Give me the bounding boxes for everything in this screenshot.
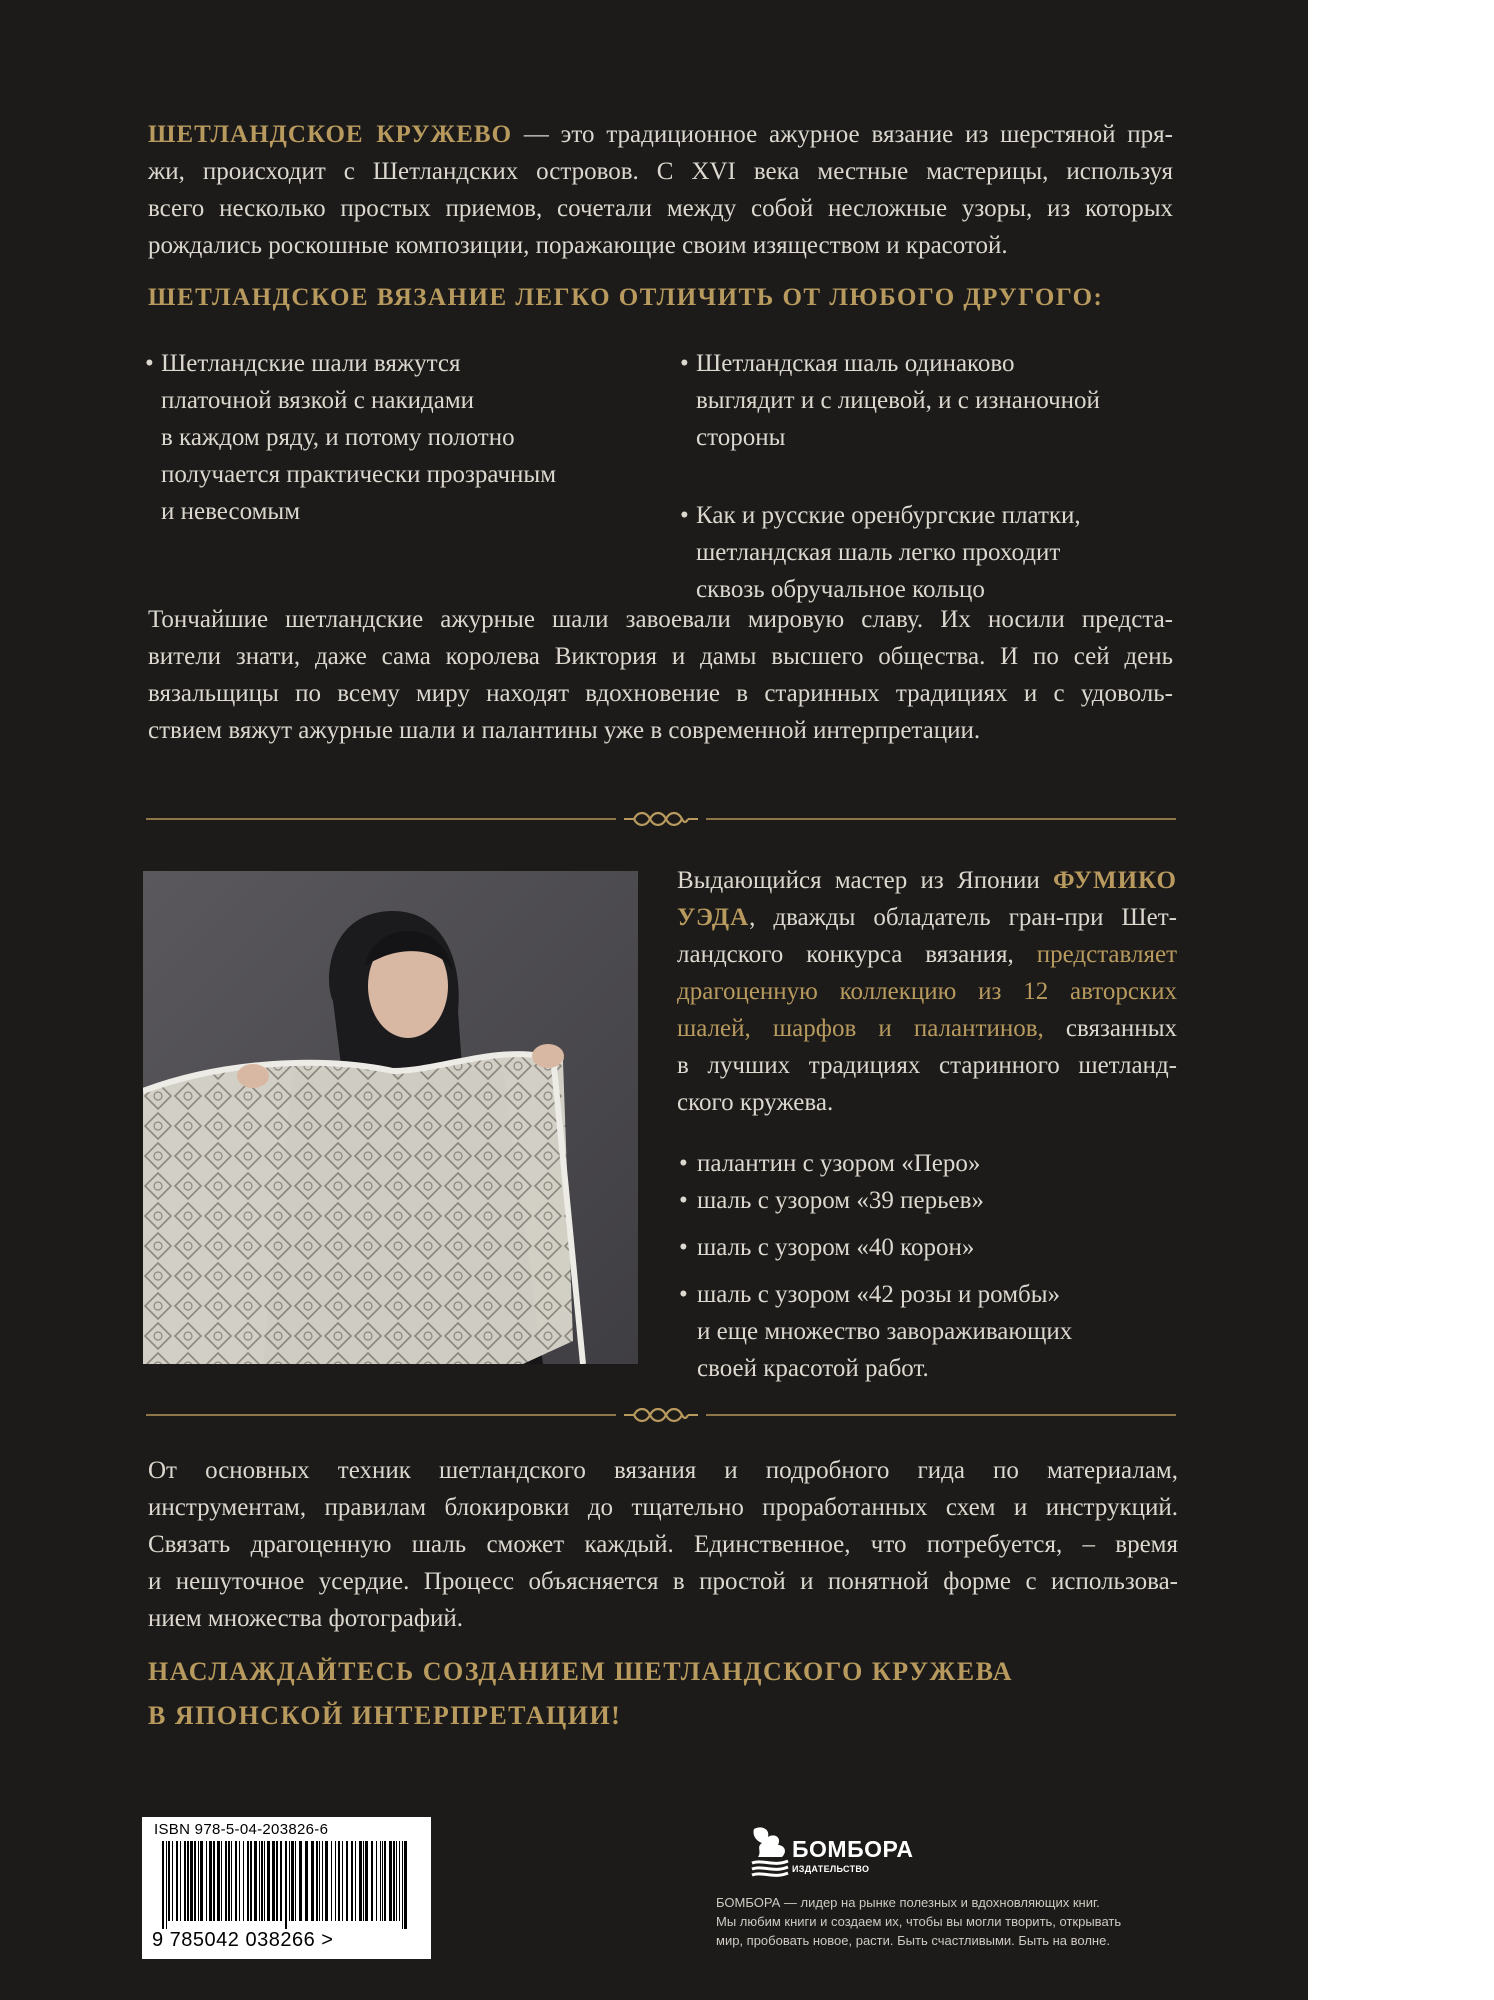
barcode-bar [322,1841,323,1921]
barcode-bar [363,1841,364,1921]
feature-item-reversible: • Шетландская шаль одинаково выглядит и с лицевой, и с изнаночной стороны [682,345,1182,456]
intro-line-3: всего несколько простых приемов, сочетали между собой несложные узоры, из которых [148,195,1173,222]
barcode-bar [172,1841,173,1921]
list-item: • шаль с узором «40 корон» [679,1229,1189,1266]
barcode-bar [228,1841,230,1921]
barcode-bar [235,1841,237,1921]
barcode-bar [346,1841,348,1921]
barcode-bar [247,1841,249,1921]
page-edge [1308,0,1494,2000]
barcode-bar [393,1841,395,1921]
intro-line-1: — это традиционное ажурное вязание из шерстяной пря- [512,121,1173,148]
barcode-bar [371,1841,373,1921]
barcode-bar [198,1841,199,1921]
barcode-bar [200,1841,203,1921]
barcode-bar [190,1841,193,1921]
barcode-bar [250,1841,252,1921]
feature-item-ring: • Как и русские оренбургские платки, шетландская шаль легко проходит сквозь обручальное кольцо [682,497,1182,608]
barcode-bar [225,1841,227,1921]
barcode-bar [380,1841,381,1921]
barcode-bar [217,1841,220,1921]
barcode-bar [404,1841,407,1929]
barcode-bar [355,1841,356,1921]
barcode-bar [365,1841,368,1921]
barcode-bar [264,1841,265,1921]
barcode-digits: 9 785042 038266 > [152,1929,334,1951]
barcode-bar [291,1841,294,1921]
barcode-bar [389,1841,392,1921]
barcode [162,1841,412,1929]
barcode-bar [221,1841,222,1921]
isbn-label: ISBN 978-5-04-203826-6 [154,1821,329,1838]
features-heading: ШЕТЛАНДСКОЕ ВЯЗАНИЕ ЛЕГКО ОТЛИЧИТЬ ОТ ЛЮБОГО ДРУГОГО: [148,284,1104,311]
barcode-bar [299,1841,302,1921]
barcode-bar [316,1841,318,1921]
barcode-bar [176,1841,178,1921]
publisher-sub: ИЗДАТЕЛЬСТВО [792,1864,870,1874]
closing-tagline: НАСЛАЖДАЙТЕСЬ СОЗДАНИЕМ ШЕТЛАНДСКОГО КРУЖЕВА В ЯПОНСКОЙ ИНТЕРПРЕТАЦИИ! [148,1657,1014,1730]
list-item: • шаль с узором «42 розы и ромбы» и еще множество завораживающих своей красотой работ. [679,1276,1189,1387]
barcode-bar [254,1841,257,1921]
barcode-bar [311,1841,314,1921]
features-right-column [682,345,1182,608]
barcode-bar [359,1841,362,1921]
barcode-bar [384,1841,386,1921]
barcode-bar [162,1841,164,1929]
barcode-bar [261,1841,263,1921]
history-paragraph: Тончайшие шетландские ажурные шали завоевали мировую славу. Их носили предста- вители знати, даже сама королева Виктория и дамы высшего общества. И по сей день вязальщицы по всему миру находят вдохновение в старинных традициях и с удоволь- ствием вяжут ажурные шали и палантины уже в современной интерпретации. [148,606,1173,744]
barcode-bar [213,1841,215,1921]
feature-item-transparent: • Шетландские шали вяжутся платочной вязкой с накидами в каждом ряду, и потому полотно получается практически прозрачным и невесомым [147,345,647,530]
barcode-bar [209,1841,212,1921]
intro-line-4: рождались роскошные композиции, поражающие своим изяществом и красотой. [148,232,1008,259]
collection-list [679,1145,1189,1395]
barcode-bar [272,1841,275,1921]
author-name-last: УЭДА [677,904,750,931]
barcode-bar [402,1841,403,1929]
ornament-divider-bottom [146,1404,1176,1426]
knot-ornament-icon [620,1404,702,1426]
barcode-bar [187,1841,189,1921]
barcode-bar [325,1841,328,1921]
isbn-barcode-box [142,1817,431,1959]
barcode-bar [267,1841,270,1921]
knot-ornament-icon [620,808,702,830]
barcode-bar [259,1841,260,1921]
barcode-bar [289,1841,290,1921]
barcode-bar [331,1841,332,1921]
barcode-bar [396,1841,397,1921]
barcode-bar [276,1841,278,1921]
barcode-bar [285,1841,287,1929]
barcode-bar [184,1841,186,1921]
barcode-bar [194,1841,196,1921]
intro-paragraph [148,116,1173,264]
barcode-bar [399,1841,400,1921]
list-item: • палантин с узором «Перо» [679,1145,1189,1182]
intro-lead: ШЕТЛАНДСКОЕ КРУЖЕВО [148,121,513,148]
barcode-bar [280,1841,282,1921]
barcode-bar [168,1841,170,1921]
author-name-first: ФУМИКО [1053,867,1177,894]
author-paragraph: Выдающийся мастер из Японии ФУМИКО УЭДА, дважды обладатель гран-при Шет- ландского конкурса вязания, представляет драгоценную коллекцию из 12 авторских шалей, шарфов и палантинов, связанных в лучших традициях старинного шетланд- ского кружева. [677,867,1177,1116]
publisher-blurb: БОМБОРА — лидер на рынке полезных и вдохновляющих книг. Мы любим книги и создаем их, чтобы вы могли творить, открывать мир, пробовать новое, расти. Быть счастливыми. Быть на волне. [716,1895,1122,1948]
list-item: • шаль с узором «39 перьев» [679,1182,1189,1219]
barcode-bar [342,1841,343,1921]
barcode-bar [376,1841,377,1921]
intro-line-2: жи, происходит с Шетландских островов. С XVI века местные мастерицы, используя [148,158,1173,185]
guide-paragraph: От основных техник шетландского вязания и подробного гида по материалам, инструментам, правилам блокировки до тщательно проработанных схем и инструкций. Связать драгоценную шаль сможет каждый. Единственное, что потребуется, – время и нешуточное усердие. Процесс объясняется в простой и понятной форме с использова- нием множества фотографий. [148,1457,1178,1632]
ornament-divider-top [146,808,1176,830]
barcode-bar [319,1841,320,1921]
barcode-bar [206,1841,207,1921]
barcode-bar [231,1841,232,1921]
features-left-column [147,345,647,530]
barcode-bar [382,1841,383,1921]
barcode-bar [335,1841,336,1921]
barcode-bar [243,1841,244,1921]
publisher-logo-icon [748,1823,792,1883]
barcode-bar [351,1841,353,1921]
barcode-bar [166,1841,167,1929]
author-photo [143,871,638,1364]
barcode-bar [239,1841,240,1921]
barcode-bar [338,1841,340,1921]
barcode-bar [180,1841,181,1921]
barcode-bar [305,1841,308,1921]
publisher-name: БОМБОРА [792,1836,914,1862]
barcode-bar [295,1841,296,1921]
